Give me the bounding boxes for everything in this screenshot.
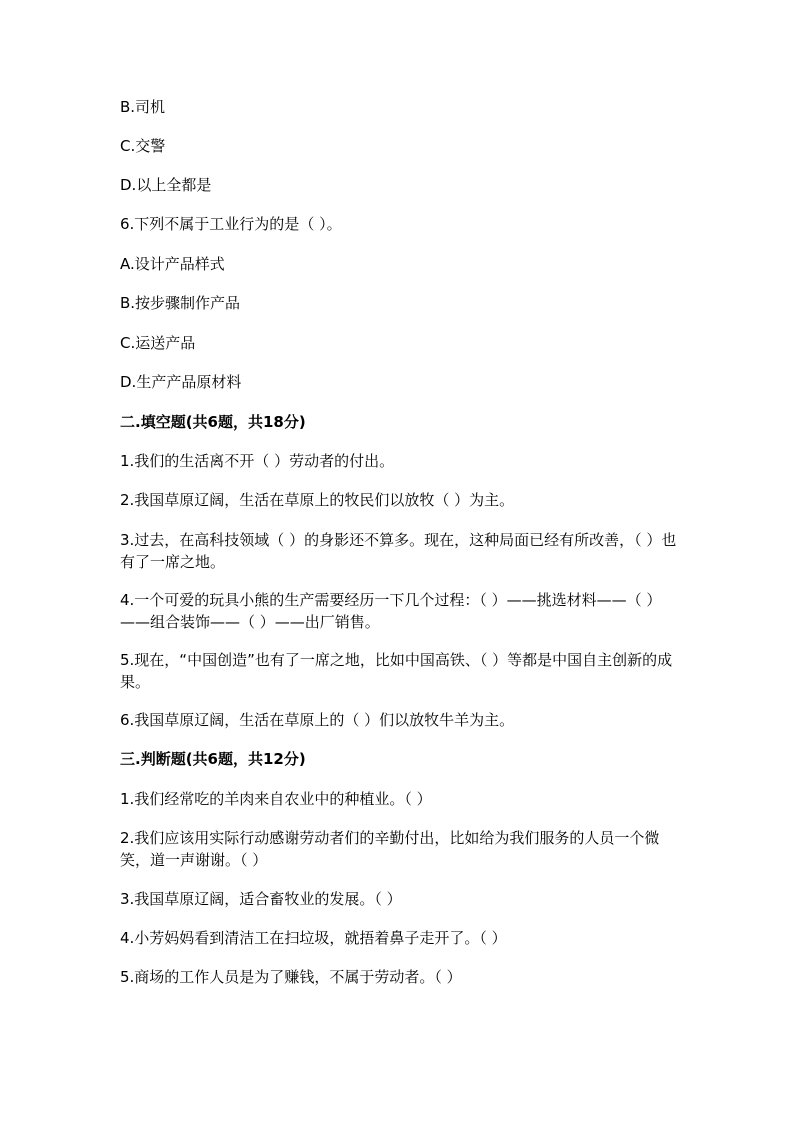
option-6a: A.设计产品样式 xyxy=(120,255,225,273)
judge-item-2: 2.我们应该用实际行动感谢劳动者们的辛勤付出，比如给为我们服务的人员一个微笑，道一声谢谢。（ ） xyxy=(120,829,660,869)
question-6-stem: 6.下列不属于工业行为的是（ ）。 xyxy=(120,215,342,233)
option-5b: B.司机 xyxy=(120,98,166,116)
judge-item-5: 5.商场的工作人员是为了赚钱，不属于劳动者。（ ） xyxy=(120,968,462,986)
judge-item-4: 4.小芳妈妈看到清洁工在扫垃圾，就捂着鼻子走开了。（ ） xyxy=(120,929,507,947)
fill-item-5: 5.现在，“中国创造”也有了一席之地，比如中国高铁、（ ）等都是中国自主创新的成果。 xyxy=(120,651,673,691)
option-5d: D.以上全都是 xyxy=(120,176,212,194)
option-6b: B.按步骤制作产品 xyxy=(120,294,241,312)
fill-item-3: 3.过去，在高科技领域（ ）的身影还不算多。现在，这种局面已经有所改善，（ ）也有了一席之地。 xyxy=(120,531,677,571)
judge-item-3: 3.我国草原辽阔，适合畜牧业的发展。（ ） xyxy=(120,890,402,908)
fill-item-6: 6.我国草原辽阔，生活在草原上的（ ）们以放牧牛羊为主。 xyxy=(120,711,515,729)
fill-item-1: 1.我们的生活离不开（ ）劳动者的付出。 xyxy=(120,452,395,470)
option-6d: D.生产产品原材料 xyxy=(120,373,242,391)
fill-item-2: 2.我国草原辽阔，生活在草原上的牧民们以放牧（ ）为主。 xyxy=(120,491,515,509)
option-6c: C.运送产品 xyxy=(120,334,196,352)
judge-item-1: 1.我们经常吃的羊肉来自农业中的种植业。（ ） xyxy=(120,790,432,808)
section-2-title: 二.填空题(共6题，共18分) xyxy=(120,413,306,431)
fill-item-4: 4.一个可爱的玩具小熊的生产需要经历一下几个过程：（ ）——挑选材料——（ ）——组合装饰——（ ）——出厂销售。 xyxy=(120,591,662,631)
section-3-title: 三.判断题(共6题，共12分) xyxy=(120,750,306,768)
option-5c: C.交警 xyxy=(120,137,166,155)
